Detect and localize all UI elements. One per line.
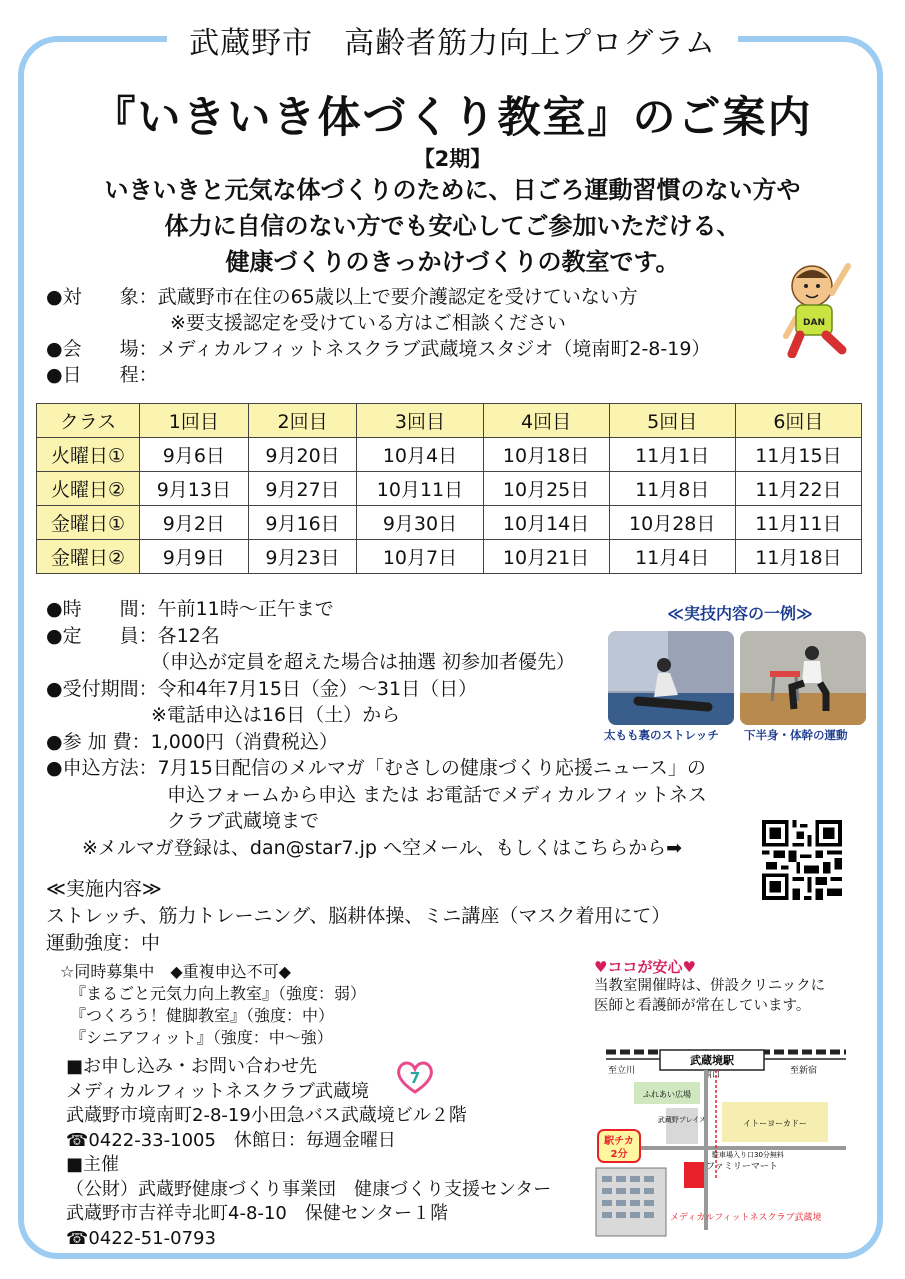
- club-logo-icon: [396, 1060, 434, 1094]
- table-row: [37, 438, 862, 472]
- date-label: ●日 程：: [46, 364, 158, 386]
- method-line-2: 申込フォームから申込 または お電話でメディカルフィットネス: [167, 783, 707, 806]
- anshin-title: ♥ココが安心♥: [594, 958, 696, 976]
- map-parking: 駐車場入り口30分無料: [712, 1151, 784, 1159]
- schedule-header-row: [37, 404, 862, 438]
- contact-heading: ■お申し込み・お問い合わせ先: [66, 1056, 318, 1077]
- reception-note: ※電話申込は16日（土）から: [151, 704, 401, 726]
- header-cell: クラス: [37, 404, 140, 438]
- organizer-phone: ☎0422-51-0793: [66, 1227, 216, 1249]
- date-cell: 9月13日: [140, 472, 249, 506]
- map-club: メディカルフィットネスクラブ武蔵境: [670, 1213, 822, 1223]
- target-line: ●対 象：武蔵野市在住の65歳以上で要介護認定を受けていない方: [46, 286, 638, 308]
- program-subtitle: 武蔵野市 高齢者筋力向上プログラム: [0, 18, 905, 62]
- list-item: 『つくろう！健脚教室』（強度：中）: [70, 1006, 335, 1025]
- date-cell: 10月28日: [609, 506, 735, 540]
- list-item: 『シニアフィット』（強度：中～強）: [70, 1028, 333, 1047]
- map-two-min: 2分: [610, 1149, 628, 1160]
- svg-text:7: 7: [409, 1069, 421, 1087]
- period-label: 【2期】: [413, 147, 492, 171]
- contact-name: メディカルフィットネスクラブ武蔵境: [66, 1080, 369, 1102]
- date-cell: 9月20日: [248, 438, 357, 472]
- contact-block: [66, 1055, 551, 1251]
- qr-code[interactable]: [762, 820, 842, 900]
- class-cell: 火曜日①: [37, 438, 140, 472]
- header-cell: 1回目: [140, 404, 249, 438]
- organizer-heading: ■主催: [66, 1154, 120, 1175]
- date-cell: 10月14日: [483, 506, 609, 540]
- date-cell: 11月8日: [609, 472, 735, 506]
- map-to-shinjuku: 至新宿: [790, 1066, 818, 1076]
- intro-text: いきいきと元気な体づくりのために、日ごろ運動習慣のない方や 体力に自信のない方でも安心してご参加いただける、 健康づくりのきっかけづくりの教室です。: [104, 176, 801, 276]
- caption-leg-exercise: 下半身・体幹の運動: [744, 728, 848, 742]
- stretch-photo: [608, 631, 734, 725]
- content-heading: ≪実施内容≫: [46, 878, 162, 900]
- date-cell: 9月9日: [140, 540, 249, 574]
- recruit-heading: ☆同時募集中 ◆重複申込不可◆: [60, 962, 291, 981]
- method-line: ●申込方法：7月15日配信のメルマガ「むさしの健康づくり応援ニュース」の: [46, 757, 706, 779]
- capacity-line: ●定 員：各12名: [46, 624, 220, 647]
- mascot-shirt-text: DAN: [803, 318, 825, 328]
- date-cell: 11月18日: [735, 540, 861, 574]
- class-cell: 金曜日①: [37, 506, 140, 540]
- table-row: [37, 472, 862, 506]
- date-cell: 10月4日: [357, 438, 483, 472]
- map-ito-yokado: イトーヨーカドー: [743, 1119, 807, 1128]
- fee-line: ●参 加 費：1,000円（消費税込）: [46, 730, 339, 753]
- map-to-tachikawa: 至立川: [608, 1066, 636, 1076]
- header-cell: 3回目: [357, 404, 483, 438]
- mascot-illustration: [782, 258, 862, 358]
- date-cell: 10月11日: [357, 472, 483, 506]
- list-item: 『まるごと元気力向上教室』（強度：弱）: [70, 984, 367, 1003]
- contact-phone: ☎0422-33-1005 休館日：毎週金曜日: [66, 1129, 396, 1151]
- class-cell: 火曜日②: [37, 472, 140, 506]
- schedule-table: [36, 403, 862, 574]
- date-cell: 9月27日: [248, 472, 357, 506]
- map-square: ふれあい広場: [643, 1090, 691, 1099]
- capacity-note: （申込が定員を超えた場合は抽選 初参加者優先）: [151, 651, 576, 673]
- date-cell: 11月15日: [735, 438, 861, 472]
- date-cell: 10月7日: [357, 540, 483, 574]
- date-cell: 9月6日: [140, 438, 249, 472]
- date-cell: 11月1日: [609, 438, 735, 472]
- content-block: [46, 876, 670, 957]
- header-cell: 2回目: [248, 404, 357, 438]
- reception-line: ●受付期間：令和4年7月15日（金）～31日（日）: [46, 677, 478, 700]
- date-cell: 9月16日: [248, 506, 357, 540]
- content-intensity: 運動強度：中: [46, 932, 161, 954]
- table-row: [37, 540, 862, 574]
- header-cell: 4回目: [483, 404, 609, 438]
- method-line-3: クラブ武蔵境まで: [167, 810, 320, 832]
- map-ekichika: 駅チカ: [604, 1136, 634, 1147]
- header-cell: 5回目: [609, 404, 735, 438]
- header-cell: 6回目: [735, 404, 861, 438]
- date-cell: 9月30日: [357, 506, 483, 540]
- venue-line: ●会 場：メディカルフィットネスクラブ武蔵境スタジオ（境南町2-8-19）: [46, 338, 711, 360]
- date-cell: 10月18日: [483, 438, 609, 472]
- class-cell: 金曜日②: [37, 540, 140, 574]
- contact-address: 武蔵野市境南町2-8-19小田急バス武蔵境ビル２階: [66, 1105, 467, 1126]
- page-title: 『いきいき体づくり教室』のご案内: [92, 93, 813, 143]
- date-cell: 9月2日: [140, 506, 249, 540]
- demo-title: ≪実技内容の一例≫: [667, 604, 813, 623]
- map-station: 武蔵境駅: [690, 1054, 734, 1067]
- access-map: [594, 1030, 858, 1240]
- date-cell: 11月4日: [609, 540, 735, 574]
- date-cell: 11月22日: [735, 472, 861, 506]
- time-line: ●時 間：午前11時～正午まで: [46, 598, 334, 620]
- organizer-name: （公財）武蔵野健康づくり事業団 健康づくり支援センター: [66, 1178, 552, 1200]
- map-south-exit: 南口: [704, 1070, 720, 1079]
- organizer-address: 武蔵野市吉祥寺北町4-8-10 保健センター１階: [66, 1203, 449, 1224]
- target-note: ※要支援認定を受けている方はご相談ください: [170, 312, 566, 334]
- map-family-mart: ファミリーマート: [706, 1162, 778, 1172]
- content-items: ストレッチ、筋力トレーニング、脳耕体操、ミニ講座（マスク着用にて）: [46, 905, 671, 927]
- date-cell: 10月25日: [483, 472, 609, 506]
- mail-note: ※メルマガ登録は、dan@star7.jp へ空メール、もしくはこちらから➡: [82, 836, 682, 859]
- caption-stretch: 太もも裏のストレッチ: [604, 728, 719, 742]
- map-place: 武蔵野プレイス: [657, 1116, 707, 1124]
- table-row: [37, 506, 862, 540]
- recruit-block: [60, 961, 366, 1049]
- leg-exercise-photo: [740, 631, 866, 725]
- date-cell: 11月11日: [735, 506, 861, 540]
- anshin-text: 当教室開催時は、併設クリニックに 医師と看護師が常在しています。: [594, 978, 826, 1014]
- date-cell: 10月21日: [483, 540, 609, 574]
- date-cell: 9月23日: [248, 540, 357, 574]
